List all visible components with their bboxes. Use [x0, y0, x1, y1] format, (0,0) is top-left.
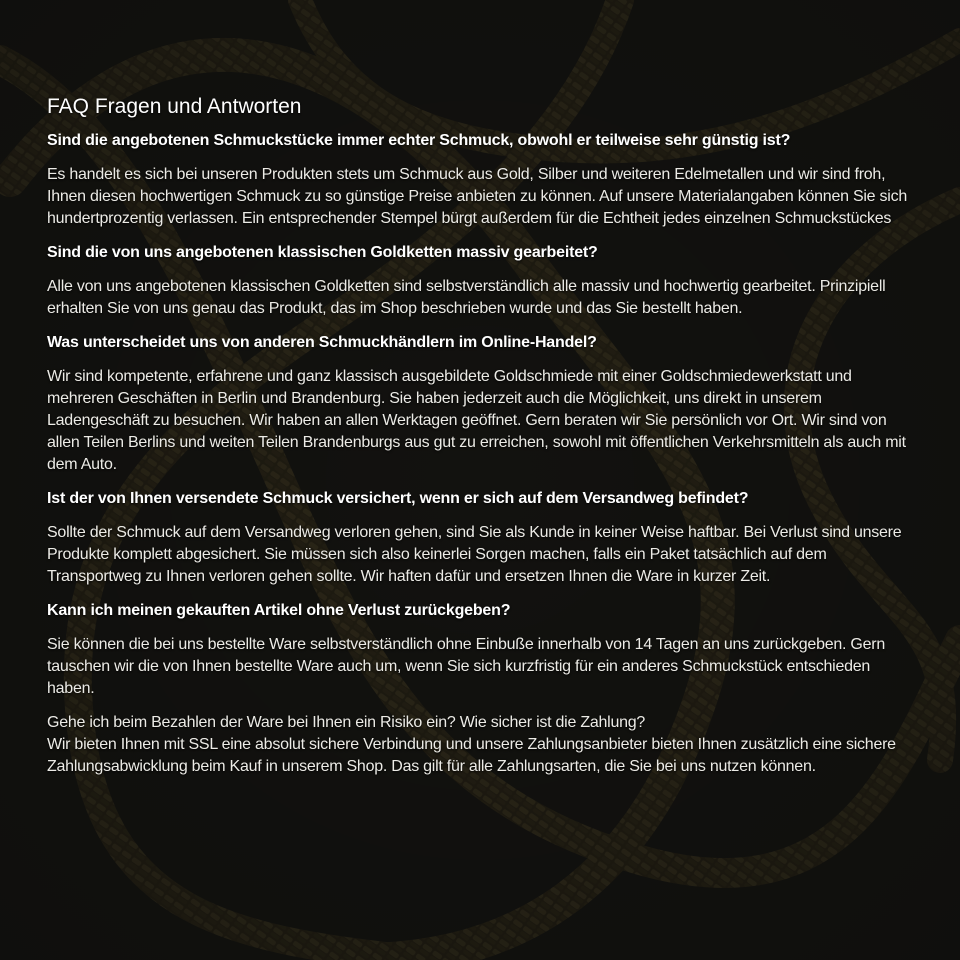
- faq-title: FAQ Fragen und Antworten: [47, 95, 302, 118]
- faq-answer-1: Es handelt es sich bei unseren Produkten stets um Schmuck aus Gold, Silber und weiteren Edelmetallen und wir sind froh, Ihnen diesen hochwertigen Schmuck zu so günstige Preise anbieten zu können. Auf unsere Materialangaben können Sie sich hundertprozentig verlassen. Ein entsprechender Stempel bürgt außerdem für die Echtheit jedes einzelnen Schmuckstückes: [47, 166, 907, 227]
- faq-question-4: Ist der von Ihnen versendete Schmuck versichert, wenn er sich auf dem Versandweg befindet?: [47, 490, 749, 507]
- faq-answer-4: Sollte der Schmuck auf dem Versandweg verloren gehen, sind Sie als Kunde in keiner Weise haftbar. Bei Verlust sind unsere Produkte komplett abgesichert. Sie müssen sich also keinerlei Sorgen machen, falls ein Paket tatsächlich auf dem Transportweg zu Ihnen verloren gehen sollte. Wir haften dafür und ersetzen Ihnen die Ware in kurzer Zeit.: [47, 524, 902, 585]
- faq-answer-3: Wir sind kompetente, erfahrene und ganz klassisch ausgebildete Goldschmiede mit einer Goldschmiedewerkstatt und mehreren Geschäften in Berlin und Brandenburg. Sie haben jederzeit auch die Möglichkeit, uns direkt in unserem Ladengeschäft zu besuchen. Wir haben an allen Werktagen geöffnet. Gern beraten wir Sie persönlich vor Ort. Wir sind von allen Teilen Berlins und weiten Teilen Brandenburgs aus gut zu erreichen, sowohl mit öffentlichen Verkehrsmitteln als auch mit dem Auto.: [47, 368, 906, 473]
- faq-question-5: Kann ich meinen gekauften Artikel ohne Verlust zurückgeben?: [47, 602, 511, 619]
- faq-question-2: Sind die von uns angebotenen klassischen Goldketten massiv gearbeitet?: [47, 244, 598, 261]
- faq-answer-2: Alle von uns angebotenen klassischen Goldketten sind selbstverständlich alle massiv und hochwertig gearbeitet. Prinzipiell erhalten Sie von uns genau das Produkt, das im Shop beschrieben wurde und das Sie bestellt haben.: [47, 278, 886, 317]
- faq-question-6: Gehe ich beim Bezahlen der Ware bei Ihnen ein Risiko ein? Wie sicher ist die Zahlung?: [47, 714, 646, 731]
- faq-answer-6: Wir bieten Ihnen mit SSL eine absolut sichere Verbindung und unsere Zahlungsanbieter bieten Ihnen zusätzlich eine sichere Zahlungsabwicklung beim Kauf in unserem Shop. Das gilt für alle Zahlungsarten, die Sie bei uns nutzen können.: [47, 736, 896, 775]
- faq-section: [47, 92, 917, 790]
- faq-answer-5: Sie können die bei uns bestellte Ware selbstverständlich ohne Einbuße innerhalb von 14 Tagen an uns zurückgeben. Gern tauschen wir die von Ihnen bestellte Ware auch um, wenn Sie sich kurzfristig für ein anderes Schmuckstück entschieden haben.: [47, 636, 885, 697]
- faq-question-3: Was unterscheidet uns von anderen Schmuckhändlern im Online-Handel?: [47, 334, 597, 351]
- faq-question-1: Sind die angebotenen Schmuckstücke immer echter Schmuck, obwohl er teilweise sehr günstig ist?: [47, 132, 791, 149]
